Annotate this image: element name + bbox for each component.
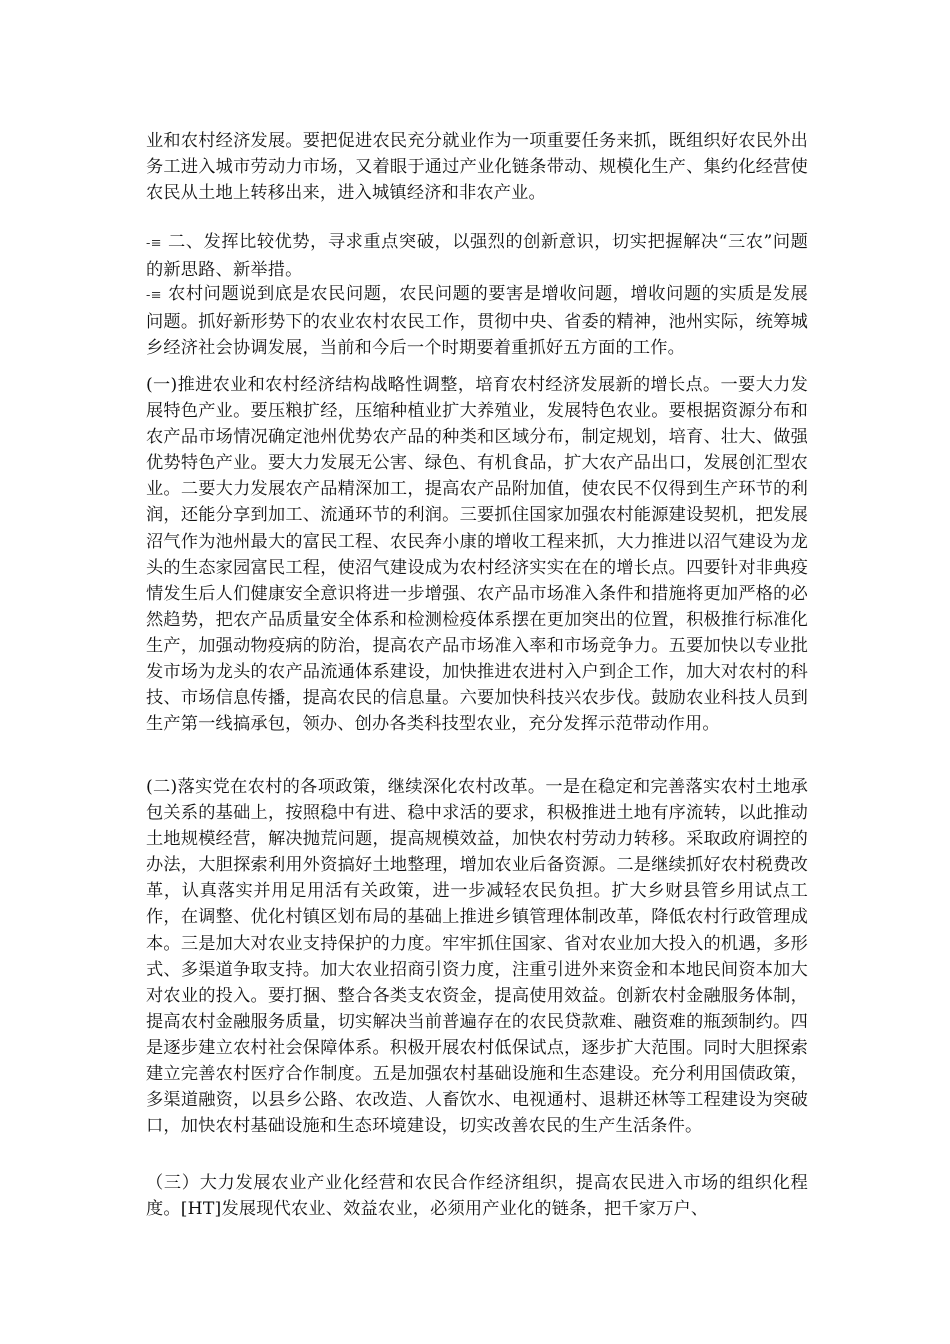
paragraph-3 [146,281,808,361]
paragraph-text: (二)落实党在农村的各项政策，继续深化农村改革。一是在稳定和完善落实农村土地承包关系的基础上，按照稳中有进、稳中求活的要求，积极推进土地有序流转，以此推动土地规模经营，解决抛荒问题，提高规模效益，加快农村劳动力转移。采取政府调控的办法，大胆探索利用外资搞好土地整理，增加农业后备资源。二是继续抓好农村税费改革，认真落实并用足用活有关政策，进一步减轻农民负担。扩大乡财县管乡用试点工作，在调整、优化村镇区划布局的基础上推进乡镇管理体制改革，降低农村行政管理成本。三是加大对农业支持保护的力度。牢牢抓住国家、省对农业加大投入的机遇，多形式、多渠道争取支持。加大农业招商引资力度，注重引进外来资金和本地民间资本加大对农业的投入。要打捆、整合各类支农资金，提高使用效益。创新农村金融服务体制，提高农村金融服务质量，切实解决当前普遍存在的农民贷款难、融资难的瓶颈制约。四是逐步建立农村社会保障体系。积极开展农村低保试点，逐步扩大范围。同时大胆探索建立完善农村医疗合作制度。五是加强农村基础设施和生态建设。充分利用国债政策，多渠道融资，以县乡公路、农改造、人畜饮水、电视通村、退耕还林等工程建设为突破口，加快农村基础设施和生态环境建设，切实改善农民的生产生活条件。 [146,777,808,1137]
paragraph-section-3 [146,1170,808,1222]
paragraph-section-1 [146,372,808,737]
section-heading-text: 二、发挥比较优势，寻求重点突破，以强烈的创新意识，切实把握解决“三农”问题的新思路、新举措。 [146,232,808,281]
paragraph-1 [146,128,808,206]
paragraph-text: (一)推进农业和农村经济结构战略性调整，培育农村经济发展新的增长点。一要大力发展特色产业。要压粮扩经，压缩种植业扩大养殖业，发展特色农业。要根据资源分布和农产品市场情况确定池州优势农产品的种类和区域分布，制定规划，培育、壮大、做强优势特色产业。要大力发展无公害、绿色、有机食品，扩大农产品出口，发展创汇型农业。二要大力发展农产品精深加工，提高农产品附加值，使农民不仅得到生产环节的利润，还能分享到加工、流通环节的利润。三要抓住国家加强农村能源建设契机，把发展沼气作为池州最大的富民工程、农民奔小康的增收工程来抓，大力推进以沼气建设为龙头的生态家园富民工程，使沼气建设成为农村经济实实在在的增长点。四要针对非典疫情发生后人们健康安全意识将进一步增强、农产品市场准入条件和措施将更加严格的必然趋势，把农产品质量安全体系和检测检疫体系摆在更加突出的位置，积极推行标准化生产，加强动物疫病的防治，提高农产品市场准入率和市场竞争力。五要加快以专业批发市场为龙头的农产品流通体系建设，加快推进农进村入户到企工作，加大对农村的科技、市场信息传播，提高农民的信息量。六要加快科技兴农步伐。鼓励农业科技人员到生产第一线搞承包，领办、创办各类科技型农业，充分发挥示范带动作用。 [146,375,808,735]
paragraph-text: （三）大力发展农业产业化经营和农民合作经济组织，提高农民进入市场的组织化程度。[HT]发展现代农业、效益农业，必须用产业化的链条，把千家万户、 [146,1173,808,1220]
section-heading-2 [146,229,808,283]
paragraph-section-2 [146,774,808,1139]
paragraph-text: 业和农村经济发展。要把促进农民充分就业作为一项重要任务来抓，既组织好农民外出务工进入城市劳动力市场，又着眼于通过产业化链条带动、规模化生产、集约化经营使农民从土地上转移出来，进入城镇经济和非农产业。 [146,131,808,204]
revision-mark: -≡ [146,288,162,303]
paragraph-text: 农村问题说到底是农民问题，农民问题的要害是增收问题，增收问题的实质是发展问题。抓好新形势下的农业农村农民工作，贯彻中央、省委的精神，池州实际，统筹城乡经济社会协调发展，当前和今后一个时期要着重抓好五方面的工作。 [146,284,808,359]
revision-mark: -≡ [146,236,162,251]
